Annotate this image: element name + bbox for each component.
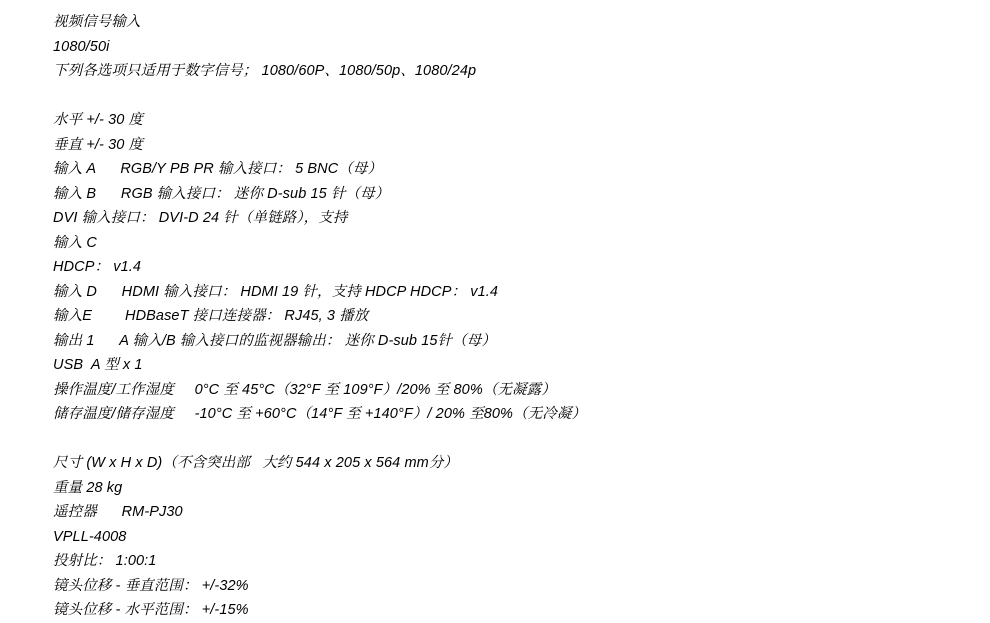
- spec-line: 重量 28 kg: [53, 479, 123, 496]
- spec-line: 视频信号输入: [53, 14, 141, 30]
- spec-line: USB A 型 x 1: [53, 357, 143, 373]
- spec-line: 镜头位移 - 垂直范围： +/-32%: [53, 577, 249, 594]
- spec-line: 镜头位移 - 水平范围： +/-15%: [53, 602, 249, 618]
- spec-line: 操作温度/工作湿度 0°C 至 45°C（32°F 至 109°F）/20% 至 80%（无凝露）: [53, 381, 556, 398]
- spec-line: 输入 D HDMI 输入接口： HDMI 19 针，支持 HDCP HDCP： v1.4: [53, 283, 499, 300]
- spec-line: 1080/50i: [53, 38, 110, 55]
- spec-line: 尺寸 (W x H x D)（不含突出部 大约 544 x 205 x 564 mm分）: [53, 455, 459, 471]
- spec-line: 输入 A RGB/Y PB PR 输入接口： 5 BNC（母）: [53, 161, 383, 177]
- spec-line: 下列各选项只适用于数字信号； 1080/60P、1080/50p、1080/24p: [53, 63, 477, 79]
- spec-line-list: [53, 10, 990, 623]
- spec-line: HDCP： v1.4: [53, 259, 142, 275]
- spec-line: 投射比： 1:00:1: [53, 553, 157, 569]
- spec-line: 垂直 +/- 30 度: [53, 136, 144, 153]
- spec-line: DVI 输入接口： DVI-D 24 针（单链路），支持: [53, 210, 348, 226]
- spec-line: VPLL-4008: [53, 528, 127, 545]
- spec-line: 遥控器 RM-PJ30: [53, 504, 183, 520]
- spec-line: 输入E HDBaseT 接口连接器： RJ45, 3 播放: [53, 308, 369, 324]
- spec-line: 输出 1 A 输入/B 输入接口的监视器输出： 迷你 D-sub 15针（母）: [53, 332, 496, 349]
- spec-line: 输入 B RGB 输入接口： 迷你 D-sub 15 针（母）: [53, 185, 390, 202]
- spec-line: 输入 C: [53, 234, 97, 251]
- blank-line: [53, 427, 990, 452]
- blank-line: [53, 84, 990, 109]
- spec-line: 水平 +/- 30 度: [53, 112, 144, 128]
- spec-line: 储存温度/储存湿度 -10°C 至 +60°C（14°F 至 +140°F）/ 20% 至80%（无冷凝）: [53, 406, 587, 422]
